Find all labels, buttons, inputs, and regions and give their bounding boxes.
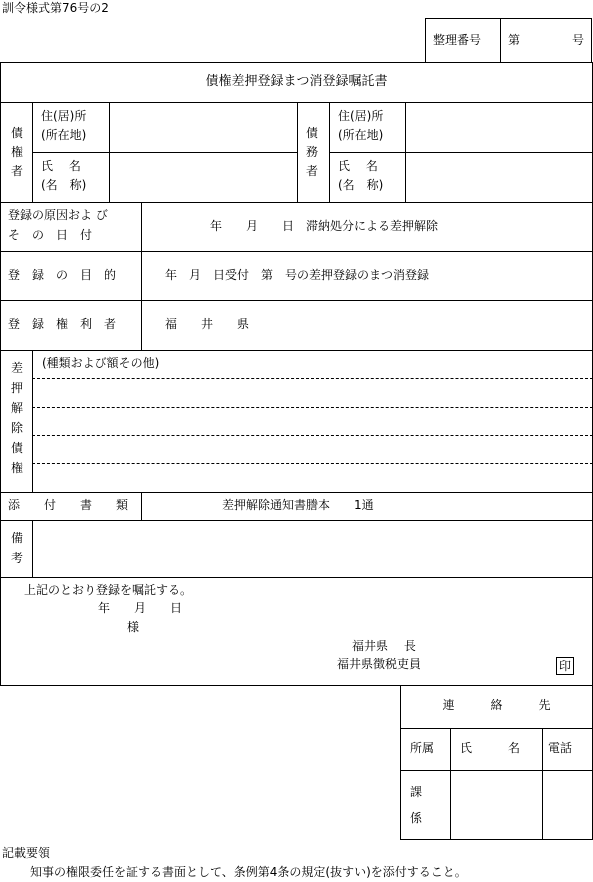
divider [141, 202, 142, 350]
divider [32, 350, 33, 492]
registration-number-dai: 第 [508, 33, 521, 47]
contact-section-1: 課 [410, 785, 423, 799]
form-title: 債権差押登録まつ消登録嘱託書 [205, 74, 388, 89]
dashed-line [32, 463, 593, 464]
cause-label-2: そ の 日 付 [8, 228, 93, 242]
seal-mark: 印 [556, 657, 574, 675]
instructions-heading: 記載要領 [2, 846, 51, 860]
remarks-label [10, 528, 24, 568]
rights-holder-label: 登 録 権 利 者 [8, 317, 117, 331]
divider [32, 520, 33, 577]
purpose-label: 登 録 の 目 的 [8, 268, 117, 282]
request-sama: 様 [127, 620, 140, 634]
divider [329, 152, 593, 153]
creditor-address-label-2: (所在地) [41, 128, 87, 142]
divider [0, 300, 593, 301]
divider [400, 728, 593, 729]
registration-number-label: 整理番号 [433, 33, 482, 47]
creditor-name-label-2: (名 称) [41, 178, 87, 192]
debtor-label [305, 124, 319, 181]
creditor-label [10, 124, 24, 181]
cause-label-1: 登録の原因およ び [8, 208, 108, 222]
contact-affiliation: 所属 [410, 741, 435, 755]
divider [0, 492, 593, 493]
dashed-line [32, 407, 593, 408]
released-claim-label-text: 差押解除債権 [10, 361, 23, 475]
attachments-value: 差押解除通知書謄本 1通 [222, 498, 374, 512]
instructions-text: 知事の権限委任を証する書面として、条例第4条の規定(抜すい)を添付すること。 [30, 865, 467, 879]
released-claim-note: (種類および額その他) [42, 356, 160, 370]
divider [141, 492, 142, 520]
request-statement: 上記のとおり登録を嘱託する。 [24, 583, 193, 597]
dashed-line [32, 378, 593, 379]
creditor-label-text: 債権者 [10, 126, 23, 178]
debtor-address-label-1: 住(居)所 [338, 109, 384, 123]
debtor-name-label-2: (名 称) [338, 178, 384, 192]
registration-number-go: 号 [572, 33, 585, 47]
attachments-label: 添 付 書 類 [8, 498, 129, 512]
contact-title: 連 絡 先 [442, 698, 551, 712]
contact-section-2: 係 [410, 811, 423, 825]
divider [0, 251, 593, 252]
debtor-label-text: 債務者 [305, 126, 318, 178]
divider [0, 202, 593, 203]
contact-phone: 電話 [548, 741, 573, 755]
form-number: 訓令様式第76号の2 [2, 1, 109, 15]
rights-holder-value: 福 井 県 [165, 317, 250, 331]
divider [500, 18, 501, 62]
divider [542, 728, 543, 840]
debtor-address-label-2: (所在地) [338, 128, 384, 142]
divider [400, 770, 593, 771]
contact-name: 氏 名 [460, 741, 521, 755]
cause-value: 年 月 日 滞納処分による差押解除 [210, 219, 439, 233]
remarks-label-text: 備考 [10, 531, 23, 565]
divider [32, 152, 297, 153]
divider [0, 577, 593, 578]
released-claim-label [10, 358, 24, 478]
debtor-name-label-1: 氏 名 [338, 159, 378, 173]
request-governor: 福井県 長 [352, 639, 416, 653]
dashed-line [32, 435, 593, 436]
divider [0, 520, 593, 521]
creditor-address-label-1: 住(居)所 [41, 109, 87, 123]
divider [450, 728, 451, 840]
divider [297, 102, 298, 202]
creditor-name-label-1: 氏 名 [41, 159, 81, 173]
request-official: 福井県徴税吏員 [337, 657, 422, 671]
purpose-value: 年 月 日受付 第 号の差押登録のまつ消登録 [165, 268, 430, 282]
divider [0, 350, 593, 351]
request-date: 年 月 日 [98, 601, 183, 615]
